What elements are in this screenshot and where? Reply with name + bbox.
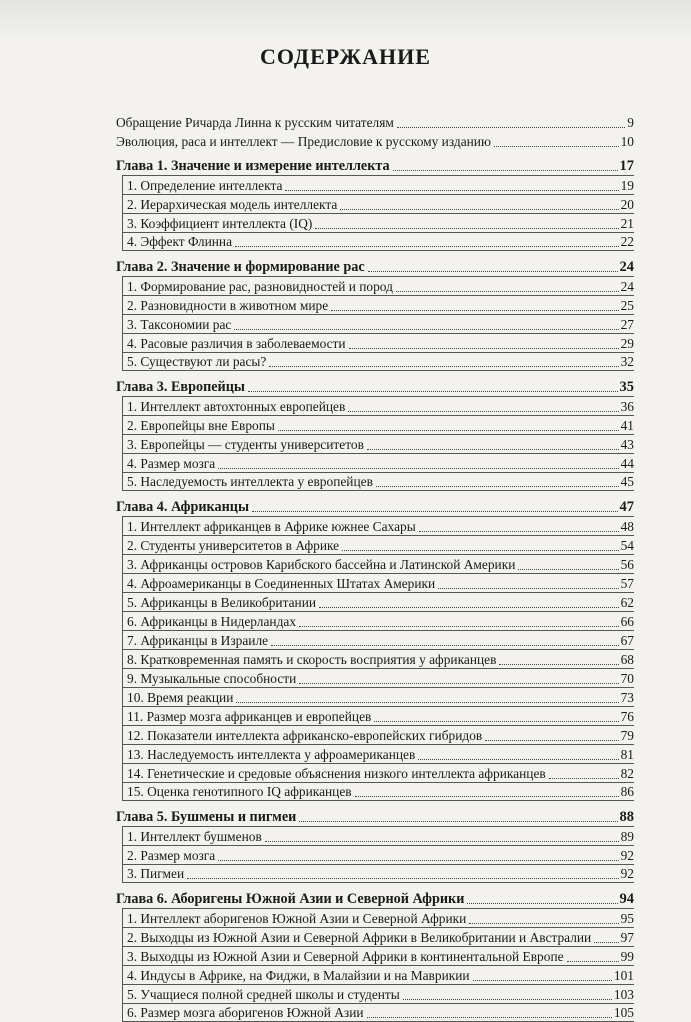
toc-entry xyxy=(122,573,634,592)
dot-leader xyxy=(473,980,612,981)
toc-page-number: 29 xyxy=(620,336,634,351)
toc-page-number: 19 xyxy=(620,178,634,193)
toc-entry xyxy=(122,295,634,314)
dot-leader xyxy=(567,961,619,962)
toc-entry-title: 14. Генетические и средовые объяснения низкого интеллекта африканцев xyxy=(127,766,546,781)
dot-leader xyxy=(367,449,619,450)
toc-entry-title: 1. Интеллект африканцев в Африке южнее Сахары xyxy=(127,519,416,534)
toc-entry xyxy=(122,1003,634,1022)
toc-entry xyxy=(122,276,634,295)
dot-leader xyxy=(499,664,618,665)
toc-entry xyxy=(122,864,634,883)
toc-entry xyxy=(122,232,634,251)
toc-entry-title: 1. Формирование рас, разновидностей и пород xyxy=(127,279,393,294)
toc-entry xyxy=(122,725,634,744)
toc-entry xyxy=(122,649,634,668)
dot-leader xyxy=(594,942,618,943)
toc-page-number: 103 xyxy=(613,987,634,1002)
toc-entry-title: 15. Оценка генотипного IQ африканцев xyxy=(127,784,352,799)
toc-entry-title: 6. Африканцы в Нидерландах xyxy=(127,614,297,629)
dot-leader xyxy=(299,626,619,627)
toc-entry-title: 3. Пигмеи xyxy=(127,866,185,881)
toc-page-number: 67 xyxy=(620,633,634,648)
toc-entry-title: 12. Показатели интеллекта африканско-европейских гибридов xyxy=(127,728,483,743)
dot-leader xyxy=(299,683,618,684)
toc-entry-title: Глава 5. Бушмены и пигмеи xyxy=(116,809,297,825)
dot-leader xyxy=(252,511,617,512)
toc-chapter-entry xyxy=(116,155,634,174)
toc-entry xyxy=(122,744,634,763)
toc-entry xyxy=(122,984,634,1003)
dot-leader xyxy=(342,550,618,551)
toc-page-number: 101 xyxy=(613,968,634,983)
dot-leader xyxy=(218,468,618,469)
dot-leader xyxy=(269,366,618,367)
toc-page-number: 92 xyxy=(620,866,634,881)
dot-leader xyxy=(393,170,618,171)
toc-page-number: 44 xyxy=(620,456,634,471)
toc-entry xyxy=(122,845,634,864)
toc-entry xyxy=(122,927,634,946)
toc-page-number: 73 xyxy=(620,690,634,705)
toc-page-number: 17 xyxy=(619,158,634,174)
dot-leader xyxy=(234,329,618,330)
toc-entry-title: Глава 2. Значение и формирование рас xyxy=(116,259,365,275)
toc-entry-title: Глава 3. Европейцы xyxy=(116,379,245,395)
dot-leader xyxy=(187,878,618,879)
dot-leader xyxy=(419,531,619,532)
dot-leader xyxy=(367,1017,612,1018)
toc-entry-title: 7. Африканцы в Израиле xyxy=(127,633,269,648)
toc-entry xyxy=(122,434,634,453)
dot-leader xyxy=(340,209,618,210)
toc-page-number: 10 xyxy=(620,134,634,149)
toc-page-number: 56 xyxy=(620,557,634,572)
toc-page-number: 25 xyxy=(620,298,634,313)
toc-chapter-entry xyxy=(116,496,634,515)
toc-entry-title: Глава 4. Африканцы xyxy=(116,499,250,515)
toc-entry xyxy=(122,687,634,706)
dot-leader xyxy=(348,411,618,412)
toc-entry xyxy=(122,630,634,649)
dot-leader xyxy=(518,569,618,570)
toc-page-number: 105 xyxy=(613,1005,634,1020)
toc-entry-title: 4. Эффект Флинна xyxy=(127,234,233,249)
toc-entry-title: 1. Интеллект бушменов xyxy=(127,829,262,844)
dot-leader xyxy=(349,348,619,349)
dot-leader xyxy=(285,190,618,191)
toc-entry-title: 1. Интеллект аборигенов Южной Азии и Северной Африки xyxy=(127,911,467,926)
toc-entry-title: 2. Выходцы из Южной Азии и Северной Африки в Великобритании и Австралии xyxy=(127,930,592,945)
toc-page-number: 41 xyxy=(620,418,634,433)
toc-page-number: 99 xyxy=(620,949,634,964)
dot-leader xyxy=(236,702,618,703)
toc-entry xyxy=(122,592,634,611)
dot-leader xyxy=(319,607,619,608)
dot-leader xyxy=(235,246,619,247)
toc-entry-title: 2. Иерархическая модель интеллекта xyxy=(127,197,338,212)
dot-leader xyxy=(549,778,619,779)
dot-leader xyxy=(374,721,618,722)
toc-entry xyxy=(122,965,634,984)
toc-entry xyxy=(122,453,634,472)
toc-entry-title: 1. Определение интеллекта xyxy=(127,178,283,193)
toc-entry xyxy=(116,112,634,131)
toc-entry-title: 3. Выходцы из Южной Азии и Северной Африки в континентальной Европе xyxy=(127,949,564,964)
toc-page-number: 27 xyxy=(620,317,634,332)
toc-page-number: 32 xyxy=(620,354,634,369)
dot-leader xyxy=(368,271,618,272)
toc-page-number: 79 xyxy=(620,728,634,743)
toc-entry xyxy=(122,782,634,801)
toc-entry xyxy=(122,611,634,630)
previous-page-bleed xyxy=(0,0,691,40)
toc-page-number: 57 xyxy=(620,576,634,591)
toc-entry-title: 2. Разновидности в животном мире xyxy=(127,298,329,313)
toc-page-number: 43 xyxy=(620,437,634,452)
toc-entry-title: 3. Африканцы островов Карибского бассейна и Латинской Америки xyxy=(127,557,516,572)
toc-page-number: 36 xyxy=(620,399,634,414)
toc-page-number: 68 xyxy=(620,652,634,667)
toc-entry xyxy=(122,352,634,371)
dot-leader xyxy=(218,860,618,861)
toc-page-number: 82 xyxy=(620,766,634,781)
toc-entry-title: 13. Наследуемость интеллекта у афроамериканцев xyxy=(127,747,416,762)
toc-entry xyxy=(122,668,634,687)
toc-entry-title: 2. Размер мозга xyxy=(127,848,216,863)
toc-page-number: 54 xyxy=(620,538,634,553)
toc-page-number: 92 xyxy=(620,848,634,863)
toc-entry xyxy=(122,908,634,927)
toc-entry-title: 4. Афроамериканцы в Соединенных Штатах Америки xyxy=(127,576,436,591)
dot-leader xyxy=(418,759,618,760)
toc-page-number: 35 xyxy=(619,379,634,395)
toc-entry xyxy=(122,826,634,845)
toc-entry-title: Обращение Ричарда Линна к русским читателям xyxy=(116,115,394,130)
toc-page-number: 88 xyxy=(619,809,634,825)
toc-entry xyxy=(122,194,634,213)
toc-chapter-entry xyxy=(116,888,634,907)
toc-entry-title: Глава 1. Значение и измерение интеллекта xyxy=(116,158,390,174)
toc-entry-title: 6. Размер мозга аборигенов Южной Азии xyxy=(127,1005,364,1020)
toc-entry xyxy=(122,763,634,782)
dot-leader xyxy=(271,645,619,646)
toc-entry xyxy=(122,946,634,965)
dot-leader xyxy=(278,430,619,431)
toc-page-number: 94 xyxy=(619,891,634,907)
toc-entry xyxy=(116,131,634,150)
dot-leader xyxy=(299,821,617,822)
toc-entry xyxy=(122,333,634,352)
toc-page-number: 62 xyxy=(620,595,634,610)
toc-entry-title: 3. Коэффициент интеллекта (IQ) xyxy=(127,216,313,231)
toc-chapter-entry xyxy=(116,256,634,275)
toc-entry xyxy=(122,554,634,573)
dot-leader xyxy=(467,903,617,904)
toc-chapter-entry xyxy=(116,376,634,395)
toc-entry-title: 1. Интеллект автохтонных европейцев xyxy=(127,399,346,414)
dot-leader xyxy=(494,146,619,147)
dot-leader xyxy=(315,228,618,229)
toc-entry-title: 10. Время реакции xyxy=(127,690,234,705)
toc-entry xyxy=(122,535,634,554)
toc-entry-title: 4. Расовые различия в заболеваемости xyxy=(127,336,346,351)
toc-entry xyxy=(122,472,634,491)
toc-entry-title: 3. Таксономии рас xyxy=(127,317,232,332)
toc-page-number: 66 xyxy=(620,614,634,629)
toc-entry-title: 4. Индусы в Африке, на Фиджи, в Малайзии и на Маврикии xyxy=(127,968,470,983)
page-title: СОДЕРЖАНИЕ xyxy=(260,44,431,69)
toc-entry-title: 5. Наследуемость интеллекта у европейцев xyxy=(127,474,373,489)
toc-page-number: 48 xyxy=(620,519,634,534)
toc-page-number: 89 xyxy=(620,829,634,844)
toc-entry xyxy=(122,415,634,434)
toc-entry-title: 11. Размер мозга африканцев и европейцев xyxy=(127,709,372,724)
toc-page-number: 9 xyxy=(627,115,634,130)
toc-page-number: 45 xyxy=(620,474,634,489)
toc-chapter-entry xyxy=(116,806,634,825)
toc-page-number: 76 xyxy=(620,709,634,724)
toc-page-number: 95 xyxy=(620,911,634,926)
toc-entry-title: 5. Африканцы в Великобритании xyxy=(127,595,317,610)
toc-entry xyxy=(122,213,634,232)
toc-entry-title: Эволюция, раса и интеллект — Предисловие к русскому изданию xyxy=(116,134,491,149)
toc-page-number: 22 xyxy=(620,234,634,249)
dot-leader xyxy=(396,291,619,292)
toc-entry-title: 9. Музыкальные способности xyxy=(127,671,297,686)
dot-leader xyxy=(485,740,618,741)
toc-page-number: 24 xyxy=(620,279,634,294)
dot-leader xyxy=(438,588,618,589)
toc-entry-title: 2. Европейцы вне Европы xyxy=(127,418,275,433)
toc-page-number: 24 xyxy=(619,259,634,275)
dot-leader xyxy=(331,310,618,311)
dot-leader xyxy=(397,127,625,128)
toc-page-number: 86 xyxy=(620,784,634,799)
toc-page-number: 21 xyxy=(620,216,634,231)
toc-entry xyxy=(122,175,634,194)
toc-page-number: 47 xyxy=(619,499,634,515)
toc-entry-title: 4. Размер мозга xyxy=(127,456,216,471)
toc-entry xyxy=(122,314,634,333)
toc-entry-title: 5. Существуют ли расы? xyxy=(127,354,267,369)
dot-leader xyxy=(265,841,619,842)
toc-page-number: 70 xyxy=(620,671,634,686)
toc-page-number: 81 xyxy=(620,747,634,762)
toc-page-number: 97 xyxy=(620,930,634,945)
toc-entry-title: 5. Учащиеся полной средней школы и студенты xyxy=(127,987,400,1002)
toc-entry xyxy=(122,516,634,535)
toc-entry xyxy=(122,396,634,415)
toc-page-number: 20 xyxy=(620,197,634,212)
toc-entry-title: 2. Студенты университетов в Африке xyxy=(127,538,340,553)
dot-leader xyxy=(469,923,618,924)
toc-entry xyxy=(122,706,634,725)
dot-leader xyxy=(355,796,619,797)
toc-entry-title: 3. Европейцы — студенты университетов xyxy=(127,437,364,452)
dot-leader xyxy=(248,391,618,392)
toc-entry-title: 8. Кратковременная память и скорость восприятия у африканцев xyxy=(127,652,497,667)
dot-leader xyxy=(376,486,619,487)
toc-entry-title: Глава 6. Аборигены Южной Азии и Северной Африки xyxy=(116,891,465,907)
